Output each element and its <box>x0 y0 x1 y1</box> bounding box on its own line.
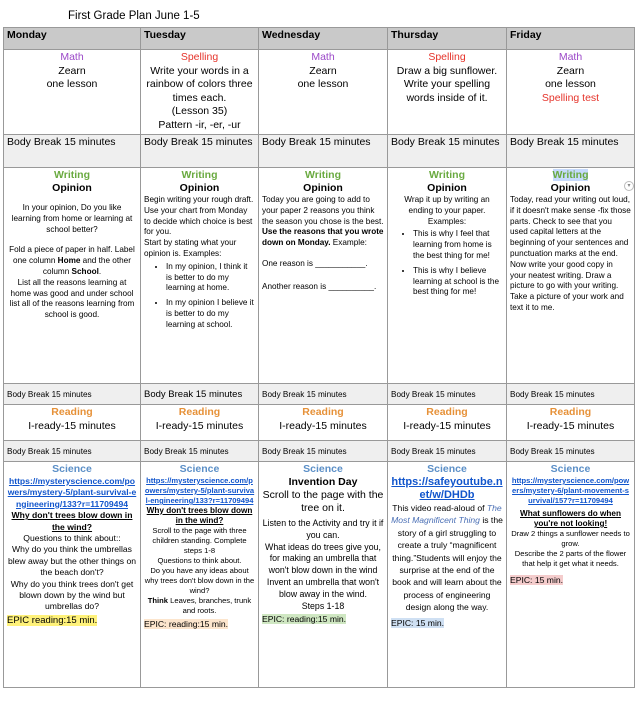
list-item: • This is why I feel that learning from home is the best thing for me! <box>413 229 503 261</box>
subject-label: Reading <box>549 406 592 418</box>
mystery-science-link[interactable]: https://mysteryscience.com/powers/mystery-5/plant-survival-engineering/133?r=11709494 <box>7 476 137 509</box>
header-wednesday: Wednesday <box>259 28 388 50</box>
body-break-cell[interactable]: Body Break 15 minutes <box>388 384 507 405</box>
text-paragraph: Today you are going to add to your paper 2 reasons you think the season you chose is the best. Use the reasons that you wrote down on Monday. Example: <box>262 195 384 248</box>
text-paragraph: Why do you think trees don't get blown down by the wind but umbrellas do? <box>10 578 134 612</box>
epic-line: EPIC: 15 min. <box>510 575 564 585</box>
cell-monday-math[interactable] <box>4 50 141 135</box>
text-paragraph: Think Leaves, branches, trunk and roots. <box>147 596 252 615</box>
writing-heading: Opinion <box>427 182 467 194</box>
safeyoutube-link[interactable]: https://safeyoutube.net/w/DHDb <box>391 476 503 501</box>
epic-line: EPIC: reading:15 min. <box>262 614 347 625</box>
cell-tuesday-spelling[interactable] <box>141 50 259 135</box>
body-break-cell[interactable]: Body Break 15 minutes <box>259 135 388 168</box>
cell-thursday-science[interactable] <box>388 462 507 688</box>
body-break-cell[interactable]: Body Break 15 minutes <box>388 441 507 462</box>
body-break-cell[interactable]: Body Break 15 minutes <box>259 384 388 405</box>
writing-row <box>4 168 635 384</box>
epic-line: EPIC: reading:15 min. <box>144 619 229 629</box>
cell-friday-math[interactable] <box>507 50 635 135</box>
body-break-cell[interactable]: Body Break 15 minutes <box>141 384 259 405</box>
cell-wednesday-reading[interactable] <box>259 405 388 441</box>
subject-label: Writing <box>54 169 90 181</box>
text-line: Questions to think about. <box>157 556 242 565</box>
writing-heading: Opinion <box>303 182 343 194</box>
cell-monday-writing[interactable] <box>4 168 141 384</box>
body-break-row-2 <box>4 384 635 405</box>
text-line: Pattern -ir, -er, -ur <box>158 118 241 131</box>
writing-heading: Opinion <box>52 182 92 194</box>
subject-label: Writing <box>181 169 218 181</box>
text-line: Another reason is __________. <box>262 281 377 291</box>
epic-line: EPIC: 15 min. <box>391 617 445 628</box>
cell-thursday-writing[interactable] <box>388 168 507 384</box>
text-paragraph: Begin writing your rough draft. Use your chart from Monday to decide which choice is best for you. <box>144 195 254 237</box>
text-line: Write your words in a rainbow of colors three times each. <box>146 64 253 104</box>
text-line: I-ready-15 minutes <box>28 419 116 432</box>
text-line: one lesson <box>297 78 349 90</box>
example-list <box>144 262 255 331</box>
subject-label: Reading <box>178 406 221 418</box>
subject-label: Writing <box>552 169 589 181</box>
body-break-cell[interactable]: Body Break 15 minutes <box>141 135 259 168</box>
body-break-cell[interactable]: Body Break 15 minutes <box>507 441 635 462</box>
cell-monday-reading[interactable] <box>4 405 141 441</box>
subject-label: Science <box>550 463 591 475</box>
text-paragraph: Scroll to the page with the tree on it. <box>262 489 384 514</box>
math-spelling-row <box>4 50 635 135</box>
text-paragraph: Scroll to the page with three children standing. Complete steps 1-8 <box>152 526 247 555</box>
text-line: Questions to think about:: <box>23 533 121 544</box>
body-break-cell[interactable]: Body Break 15 minutes <box>259 441 388 462</box>
text-line: I-ready-15 minutes <box>155 419 244 432</box>
cell-wednesday-writing[interactable] <box>259 168 388 384</box>
body-break-row-1 <box>4 135 635 168</box>
example-list <box>391 229 503 298</box>
invention-day-heading: Invention Day <box>288 476 358 488</box>
text-line: one lesson <box>545 78 596 90</box>
writing-heading: Opinion <box>179 182 220 194</box>
text-paragraph: In your opinion, Do you like learning from home or learning at school better? <box>11 203 133 234</box>
text-paragraph: What ideas do trees give you, for making an umbrella that won't blow down in the wind <box>265 541 381 576</box>
subject-label: Spelling <box>428 51 466 63</box>
header-tuesday: Tuesday <box>141 28 259 50</box>
text-line: I-ready-15 minutes <box>526 419 615 432</box>
body-break-cell[interactable]: Body Break 15 minutes <box>4 441 141 462</box>
question-heading: Why don't trees blow down in the wind? <box>11 510 133 532</box>
reading-row <box>4 405 635 441</box>
header-monday: Monday <box>4 28 141 50</box>
header-friday: Friday <box>507 28 635 50</box>
text-line: Steps 1-18 <box>301 600 345 611</box>
cell-monday-science[interactable] <box>4 462 141 688</box>
text-paragraph: Draw 2 things a sunflower needs to grow. <box>511 529 630 548</box>
mystery-science-link[interactable]: https://mysteryscience.com/powers/mystery-5/plant-survival-engineering/133?r=11709494 <box>144 476 255 505</box>
text-paragraph: Fold a piece of paper in half. Label one column Home and the other column School. <box>9 245 135 276</box>
text-line: I-ready-15 minutes <box>279 419 367 432</box>
text-line: Zearn <box>556 64 585 77</box>
text-paragraph: List all the reasons learning at home was good and under school list all of the reasons learning from school is good. <box>9 277 135 320</box>
cell-tuesday-reading[interactable] <box>141 405 259 441</box>
list-item: • In my opinion I believe it is better to do my learning at school. <box>166 298 255 330</box>
day-header-row <box>4 28 635 50</box>
subject-label: Math <box>558 51 583 63</box>
lesson-plan-table <box>3 27 635 688</box>
mystery-science-link[interactable]: https://mysteryscience.com/powers/mystery-6/plant-movement-survival/157?r=11709494 <box>511 476 630 505</box>
text-paragraph: Do you have any ideas about why trees don't blow down in the wind? <box>144 566 255 595</box>
cell-friday-reading[interactable] <box>507 405 635 441</box>
cell-thursday-reading[interactable] <box>388 405 507 441</box>
writing-heading: Opinion <box>550 182 591 194</box>
text-paragraph: Start by stating what your opinion is. Examples: <box>144 238 237 258</box>
epic-line: EPIC reading:15 min. <box>7 614 98 626</box>
subject-label: Science <box>427 463 467 475</box>
body-break-cell[interactable]: Body Break 15 minutes <box>141 441 259 462</box>
text-paragraph: Examples: <box>427 216 467 226</box>
cell-thursday-spelling[interactable] <box>388 50 507 135</box>
subject-label: Reading <box>302 406 344 418</box>
header-thursday: Thursday <box>388 28 507 50</box>
text-line: One reason is ___________. <box>262 258 368 268</box>
document-title: First Grade Plan June 1-5 <box>68 10 200 22</box>
subject-label: Science <box>179 463 220 475</box>
body-break-row-3 <box>4 441 635 462</box>
cell-tuesday-science[interactable] <box>141 462 259 688</box>
cell-wednesday-math[interactable] <box>259 50 388 135</box>
question-heading: Why don't trees blow down in the wind? <box>146 506 253 525</box>
spelling-test-label: Spelling test <box>541 91 600 104</box>
text-line: I-ready-15 minutes <box>403 419 491 432</box>
body-break-cell[interactable]: Body Break 15 minutes <box>507 384 635 405</box>
subject-label: Science <box>303 463 343 475</box>
subject-label: Reading <box>426 406 468 418</box>
subject-label: Reading <box>51 406 93 418</box>
text-paragraph: Invent an umbrella that won't blow away in the wind. <box>266 576 380 599</box>
subject-label: Math <box>60 51 84 63</box>
cell-friday-science[interactable] <box>507 462 635 688</box>
body-break-cell[interactable]: Body Break 15 minutes <box>4 135 141 168</box>
cell-wednesday-science[interactable] <box>259 462 388 688</box>
list-item: • In my opinion, I think it is better to do my learning at home. <box>166 262 255 294</box>
question-heading: What sunflowers do when you're not looking! <box>520 509 621 528</box>
list-item: • This is why I believe learning at school is the best thing for me! <box>413 266 503 298</box>
text-line: Draw a big sunflower. Write your spelling words inside of it. <box>396 64 498 104</box>
body-break-cell[interactable]: Body Break 15 minutes <box>4 384 141 405</box>
subject-label: Writing <box>305 169 341 181</box>
subject-label: Science <box>52 463 92 475</box>
science-row <box>4 462 635 688</box>
text-paragraph: Why do you think the umbrellas blew away but the other things on the beach don't? <box>7 544 137 578</box>
cell-friday-writing[interactable] <box>507 168 635 384</box>
text-line: Zearn <box>309 64 337 77</box>
text-line: Zearn <box>58 64 86 77</box>
text-paragraph: Today, read your writing out loud, if it doesn't make sense -fix those parts. Check to see that you used capital letters at the beginning of your sentences and punctuation marks at the end. Now write your good copy in your neatest writing. Draw a picture to go with your writing. Take a picture of your work and text it to me. <box>510 195 631 312</box>
subject-label: Math <box>311 51 335 63</box>
chevron-down-icon[interactable]: ▾ <box>624 181 634 191</box>
text-paragraph: This video read-aloud of The Most Magnificent Thing is the story of a girl struggling to create a truly “magnificent thing.”Students will enjoy the surprise at the end of the book and will learn about the process of engineering design along the way. <box>391 503 503 613</box>
subject-label: Spelling <box>180 51 219 63</box>
body-break-cell[interactable]: Body Break 15 minutes <box>507 135 635 168</box>
text-line: (Lesson 35) <box>171 105 228 117</box>
subject-label: Writing <box>429 169 465 181</box>
text-paragraph: Describe the 2 parts of the flower that help it get what it needs. <box>514 549 627 568</box>
text-line: one lesson <box>46 78 98 90</box>
text-paragraph: Listen to the Activity and try it if you can. <box>262 518 384 540</box>
cell-tuesday-writing[interactable] <box>141 168 259 384</box>
body-break-cell[interactable]: Body Break 15 minutes <box>388 135 507 168</box>
text-paragraph: Wrap it up by writing an ending to your paper. <box>404 195 490 215</box>
